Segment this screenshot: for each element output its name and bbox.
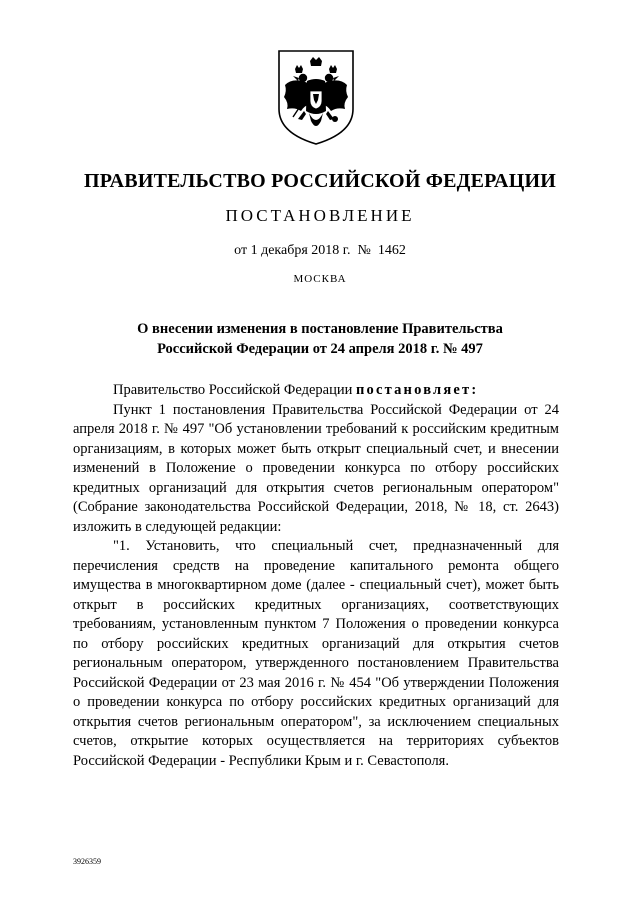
- document-date-number: от 1 декабря 2018 г. № 1462: [234, 243, 406, 258]
- preamble-lead: Правительство Российской Федерации: [113, 382, 356, 398]
- document-code: 3926359: [73, 857, 101, 866]
- subject-line-1: О внесении изменения в постановление Правительства: [137, 321, 503, 337]
- paragraph-amendment: Пункт 1 постановления Правительства Российской Федерации от 24 апреля 2018 г. № 497 "Об установлении требований к российским кредитным организациям, в которых может быть открыт специальный счет, и внесении изменений в Положение о проведении конкурса по отбору российских кредитных организаций для открытия счетов региональным оператором" (Собрание законодательства Российской Федерации, 2018, № 18, ст. 2643) изложить в следующей редакции:: [73, 401, 559, 535]
- document-subject: [0, 319, 640, 359]
- paragraph-new-text: "1. Установить, что специальный счет, предназначенный для перечисления средств на проведение капитального ремонта общего имущества в многоквартирном доме (далее - специальный счет), может быть открыт в российских кредитных организациях, соответствующих требованиям, установленным пунктом 7 Положения о проведении конкурса по отбору российских кредитных организаций для открытия счетов региональным оператором, утвержденного постановлением Правительства Российской Федерации от 23 мая 2016 г. № 454 "Об утверждении Положения о проведении конкурса по отбору российских кредитных организаций для открытия счетов региональным оператором", за исключением специальных счетов, открытие которых осуществляется на территориях субъектов Российской Федерации - Республики Крым и г. Севастополя.: [73, 538, 559, 769]
- government-title: ПРАВИТЕЛЬСТВО РОССИЙСКОЙ ФЕДЕРАЦИИ: [84, 170, 556, 192]
- document-city: МОСКВА: [293, 273, 347, 285]
- decree-preamble: [73, 381, 559, 401]
- document-type: ПОСТАНОВЛЕНИЕ: [225, 206, 415, 225]
- decree-word: постановляет:: [355, 382, 479, 398]
- subject-line-2: Российской Федерации от 24 апреля 2018 г. № 497: [157, 341, 483, 357]
- document-body: [73, 381, 559, 771]
- russian-coat-of-arms-icon: [271, 47, 361, 147]
